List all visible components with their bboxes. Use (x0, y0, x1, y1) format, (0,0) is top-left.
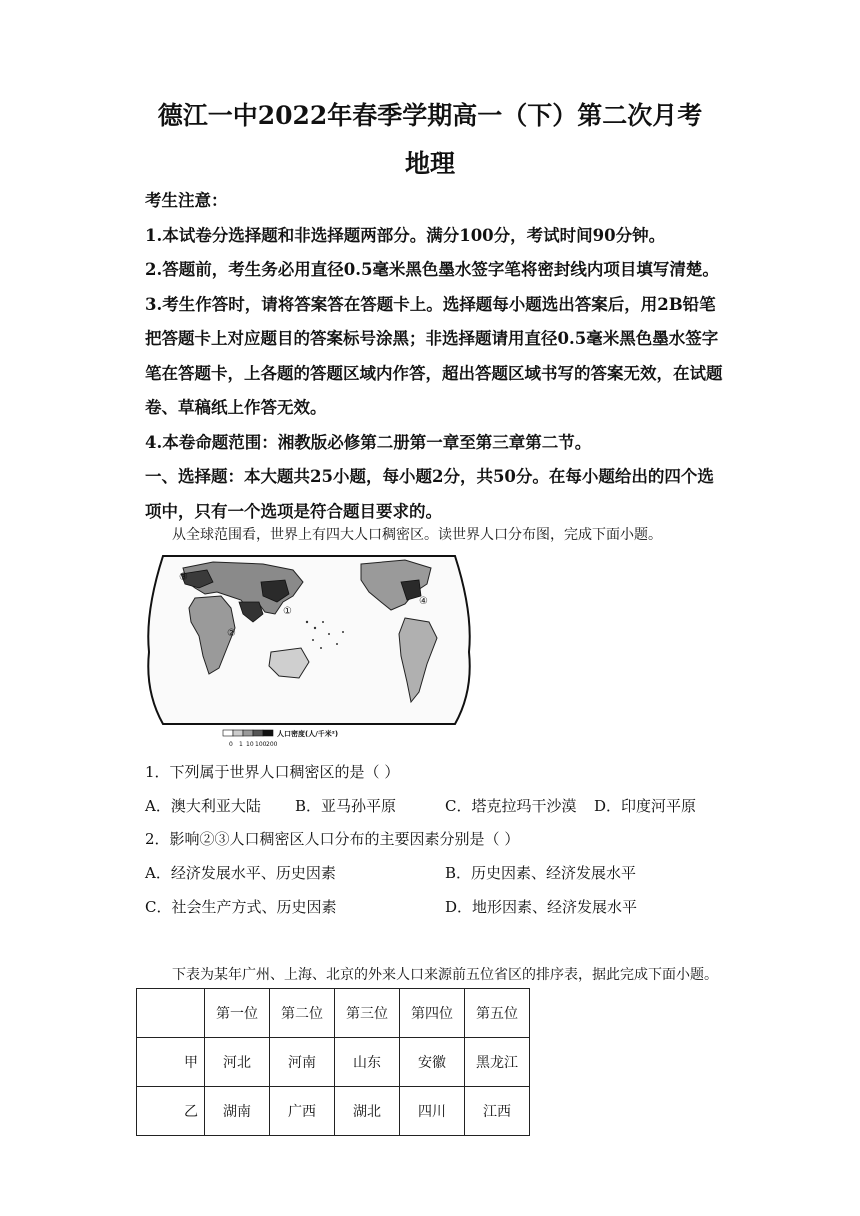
table-header-cell: 第五位 (465, 989, 530, 1038)
question-2-option-b: B．历史因素、经济发展水平 (445, 864, 637, 882)
group1-lead: 从全球范围看，世界上有四大人口稠密区。读世界人口分布图，完成下面小题。 (172, 527, 662, 543)
notes-heading: 考生注意： (145, 191, 228, 210)
note-line-3: 3.考生作答时，请将答案答在答题卡上。选择题每小题选出答案后，用2B铅笔 (145, 294, 716, 314)
question-1-option-c: C．塔克拉玛干沙漠 (445, 797, 577, 815)
table-cell: 山东 (335, 1038, 400, 1087)
note-line-4: 把答题卡上对应题目的答案标号涂黑；非选择题请用直径0.5毫米黑色墨水签字 (145, 329, 719, 348)
table-header-cell (137, 989, 205, 1038)
migration-rank-table (136, 988, 530, 1136)
table-cell: 湖北 (335, 1087, 400, 1136)
table-cell: 河北 (205, 1038, 270, 1087)
table-header-cell: 第三位 (335, 989, 400, 1038)
marker-4: ④ (419, 596, 428, 607)
question-1-option-a: A．澳大利亚大陆 (145, 797, 261, 815)
table-header-cell: 第二位 (270, 989, 335, 1038)
legend-tick-0: 0 (229, 741, 233, 748)
legend-tick-1: 1 (239, 741, 243, 748)
map-legend (223, 729, 338, 748)
legend-tick-3: 100 (255, 741, 267, 748)
exam-subject: 地理 (404, 149, 455, 178)
legend-title: 人口密度(人/千米²) (277, 730, 339, 738)
group2-lead: 下表为某年广州、上海、北京的外来人口来源前五位省区的排序表，据此完成下面小题。 (172, 967, 718, 983)
note-line-2: 2.答题前，考生务必用直径0.5毫米黑色墨水签字笔将密封线内项目填写清楚。 (145, 260, 719, 279)
section-heading-line-1: 一、选择题：本大题共25小题，每小题2分，共50分。在每小题给出的四个选 (145, 467, 714, 486)
question-2-stem: 2．影响②③人口稠密区人口分布的主要因素分别是（ ） (145, 830, 520, 848)
table-cell: 河南 (270, 1038, 335, 1087)
note-line-5: 笔在答题卡，上各题的答题区域内作答，超出答题区域书写的答案无效，在试题 (145, 363, 723, 383)
table-cell: 甲 (137, 1038, 205, 1087)
table-cell: 广西 (270, 1087, 335, 1136)
note-line-7: 4.本卷命题范围：湘教版必修第二册第一章至第三章第二节。 (145, 432, 592, 452)
table-row (137, 1038, 530, 1087)
question-2-option-c: C．社会生产方式、历史因素 (145, 898, 337, 916)
table-header-row (137, 989, 530, 1038)
table-cell: 安徽 (400, 1038, 465, 1087)
question-1-stem: 1．下列属于世界人口稠密区的是（ ） (145, 763, 400, 781)
question-2-option-a: A．经济发展水平、历史因素 (145, 864, 336, 882)
exam-notes (145, 184, 755, 529)
table-cell: 湖南 (205, 1087, 270, 1136)
table-header-cell: 第四位 (400, 989, 465, 1038)
question-2-option-d: D．地形因素、经济发展水平 (445, 898, 638, 916)
table-cell: 江西 (465, 1087, 530, 1136)
question-1-option-b: B．亚马孙平原 (295, 797, 397, 815)
marker-2: ② (227, 628, 236, 639)
note-line-6: 卷、草稿纸上作答无效。 (145, 398, 327, 417)
legend-tick-4: 200 (266, 741, 278, 748)
table-cell: 黑龙江 (465, 1038, 530, 1087)
table-header-cell: 第一位 (205, 989, 270, 1038)
table-row (137, 1087, 530, 1136)
world-population-map (143, 552, 475, 750)
marker-3: ③ (179, 572, 188, 583)
marker-1: ① (283, 606, 292, 617)
exam-title: 德江一中2022年春季学期高一（下）第二次月考 (157, 101, 703, 130)
question-1-option-d: D．印度河平原 (594, 797, 697, 815)
legend-tick-2: 10 (246, 741, 254, 748)
section-heading-line-2: 项中，只有一个选项是符合题目要求的。 (145, 501, 442, 521)
table-cell: 乙 (137, 1087, 205, 1136)
table-cell: 四川 (400, 1087, 465, 1136)
note-line-1: 1.本试卷分选择题和非选择题两部分。满分100分，考试时间90分钟。 (145, 225, 666, 245)
